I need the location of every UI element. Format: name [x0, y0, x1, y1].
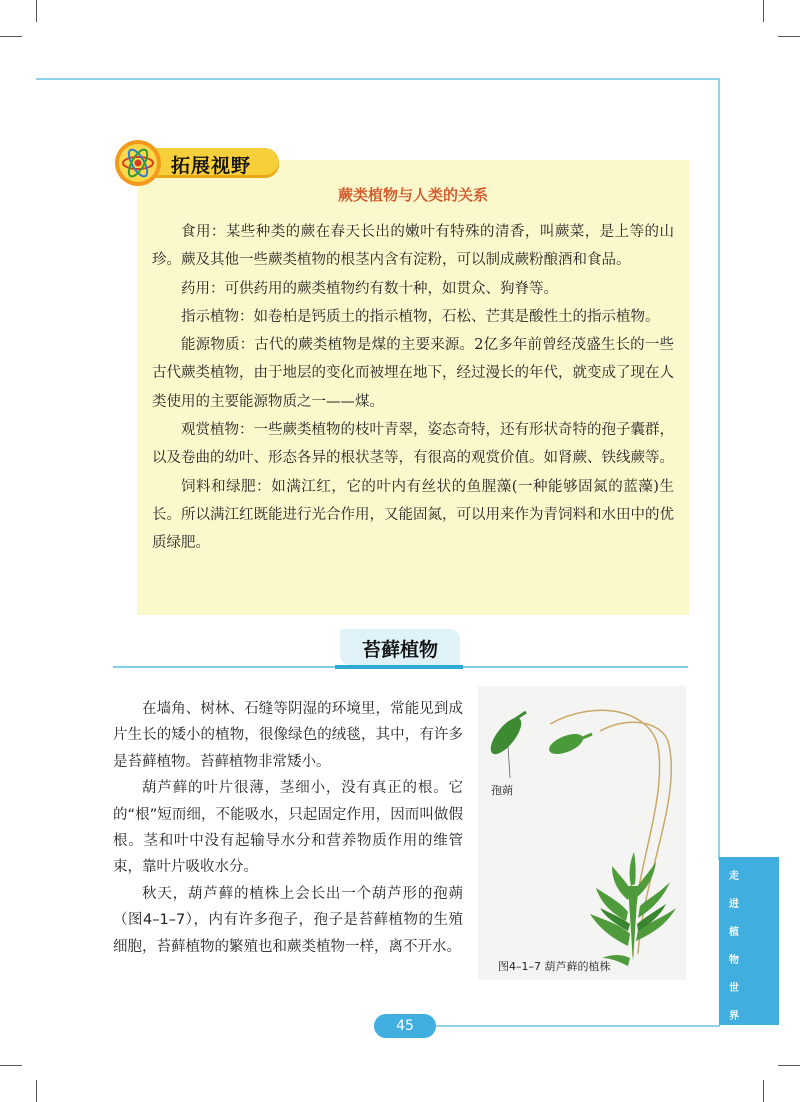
crop-mark: [778, 36, 800, 37]
page-number: 45: [374, 1014, 436, 1038]
crop-mark: [763, 0, 764, 22]
side-tab-char: 世: [729, 983, 739, 994]
section-rule-accent: [335, 665, 463, 669]
crop-mark: [0, 36, 22, 37]
side-tab-char: 植: [729, 927, 739, 938]
atom-icon: [113, 138, 163, 188]
paragraph: 能源物质：古代的蕨类植物是煤的主要来源。2亿多年前曾经茂盛生长的一些古代蕨类植物，由于地层的变化而被埋在地下，经过漫长的年代，就变成了现在人类使用的主要能源物质之一——煤。: [152, 337, 674, 410]
side-tab-char: 进: [729, 899, 739, 910]
expand-box-body: [152, 218, 674, 558]
side-tab-char: 物: [729, 955, 739, 966]
page-frame-right: [718, 78, 720, 860]
side-tab-char: 界: [729, 1011, 739, 1022]
section-heading: [340, 629, 460, 669]
crop-mark: [763, 1080, 764, 1102]
paragraph: 观赏植物：一些蕨类植物的枝叶青翠，姿态奇特，还有形状奇特的孢子囊群，以及卷曲的幼叶、形态各异的根状茎等，有很高的观赏价值。如肾蕨、铁线蕨等。: [152, 422, 674, 467]
moss-plant-illustration: [478, 686, 686, 980]
figure-label: 孢蒴: [491, 784, 513, 797]
badge-text: 拓展视野: [171, 155, 252, 177]
expand-vision-badge: [113, 138, 279, 186]
section-title: 苔藓植物: [361, 639, 438, 661]
figure-caption: 图4–1–7 葫芦藓的植株: [498, 960, 611, 973]
paragraph: 秋天，葫芦藓的植株上会长出一个葫芦形的孢蒴（图4–1–7），内有许多孢子，孢子是苔藓植物的生殖细胞，苔藓植物的繁殖也和蕨类植物一样，离不开水。: [113, 885, 463, 955]
moss-figure: [478, 686, 686, 980]
crop-mark: [36, 1080, 37, 1102]
crop-mark: [0, 1065, 22, 1066]
paragraph: 指示植物：如卷柏是钙质土的指示植物，石松、芒萁是酸性土的指示植物。: [181, 308, 660, 325]
chapter-side-tab: [719, 857, 779, 1025]
paragraph: 饲料和绿肥：如满江红，它的叶内有丝状的鱼腥藻(一种能够固氮的蓝藻)生长。所以满江红既能进行光合作用，又能固氮，可以用来作为青饲料和水田中的优质绿肥。: [152, 478, 674, 552]
section-body: [113, 696, 463, 960]
crop-mark: [36, 0, 37, 22]
page-frame-top: [36, 78, 720, 80]
paragraph: 药用：可供药用的蕨类植物约有数十种，如贯众、狗脊等。: [181, 280, 558, 297]
paragraph: 葫芦藓的叶片很薄，茎细小，没有真正的根。它的“根”短而细，不能吸水，只起固定作用，因而叫做假根。茎和叶中没有起输导水分和营养物质作用的维管束，靠叶片吸收水分。: [113, 780, 463, 876]
paragraph: 在墙角、树林、石缝等阴湿的环境里，常能见到成片生长的矮小的植物，很像绿色的绒毯，其中，有许多是苔藓植物。苔藓植物非常矮小。: [113, 701, 463, 770]
crop-mark: [778, 1065, 800, 1066]
paragraph: 食用：某些种类的蕨在春天长出的嫩叶有特殊的清香，叫蕨菜，是上等的山珍。蕨及其他一些蕨类植物的根茎内含有淀粉，可以制成蕨粉酿酒和食品。: [152, 224, 674, 269]
expand-box-title: 蕨类植物与人类的关系: [337, 186, 488, 204]
side-tab-char: 走: [729, 871, 739, 882]
